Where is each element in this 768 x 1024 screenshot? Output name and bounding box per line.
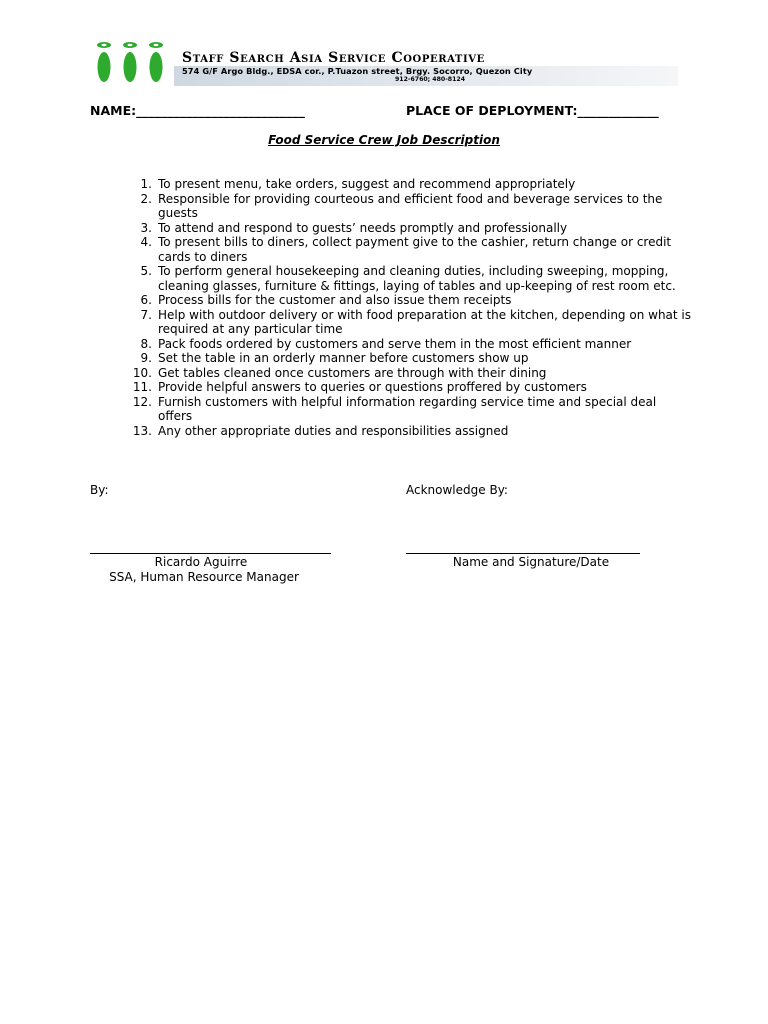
duty-number: 7. bbox=[140, 307, 152, 322]
by-label: By: bbox=[90, 483, 109, 497]
duty-text: Responsible for providing courteous and efficient food and beverage services to the guests bbox=[158, 191, 663, 220]
duty-number: 8. bbox=[140, 336, 152, 351]
duty-text: Process bills for the customer and also issue them receipts bbox=[158, 293, 512, 307]
duty-item bbox=[132, 192, 692, 221]
duty-number: 5. bbox=[140, 264, 152, 278]
duty-item bbox=[132, 293, 692, 308]
duty-number: 1. bbox=[140, 177, 152, 191]
duty-item bbox=[132, 395, 692, 424]
signer-name: Ricardo Aguirre bbox=[154, 555, 248, 569]
duty-item bbox=[132, 177, 692, 192]
duty-number: 4. bbox=[140, 235, 152, 249]
duty-item bbox=[132, 351, 692, 366]
duty-text: Any other appropriate duties and responsibilities assigned bbox=[158, 423, 509, 438]
acknowledge-caption: Name and Signature/Date bbox=[452, 555, 610, 569]
deployment-label: PLACE OF DEPLOYMENT: bbox=[406, 103, 578, 118]
duty-text: To present bills to diners, collect payment give to the cashier, return change or credit cards to diners bbox=[158, 235, 672, 264]
duty-item bbox=[132, 424, 692, 439]
duty-item bbox=[132, 308, 692, 337]
duty-text: Set the table in an orderly manner before customers show up bbox=[158, 351, 529, 365]
duty-item bbox=[132, 380, 692, 395]
duty-item bbox=[132, 264, 692, 293]
duty-number: 2. bbox=[140, 191, 152, 206]
organization-name: Staff Search Asia Service Cooperative bbox=[182, 50, 485, 66]
duty-text: Furnish customers with helpful information regarding service time and special deal offers bbox=[158, 394, 657, 423]
duty-item bbox=[132, 337, 692, 352]
document-title: Food Service Crew Job Description bbox=[268, 133, 500, 147]
duty-number: 13. bbox=[132, 423, 152, 438]
duties-list bbox=[132, 177, 692, 438]
duty-text: Help with outdoor delivery or with food preparation at the kitchen, depending on what is required at any particular time bbox=[158, 307, 692, 336]
acknowledge-label: Acknowledge By: bbox=[406, 483, 508, 497]
duty-item bbox=[132, 235, 692, 264]
duty-text: To perform general housekeeping and cleaning duties, including sweeping, mopping, cleaning glasses, furniture & fittings, laying of tables and up-keeping of rest room etc. bbox=[158, 264, 676, 293]
duty-text: To present menu, take orders, suggest and recommend appropriately bbox=[158, 177, 576, 191]
deployment-blank: _____________ bbox=[577, 103, 659, 118]
duty-text: To attend and respond to guests’ needs promptly and professionally bbox=[158, 220, 568, 235]
three-green-leaf-figures-icon bbox=[92, 40, 172, 86]
signer-signature-line bbox=[90, 553, 331, 554]
name-label: NAME: bbox=[90, 103, 137, 118]
duty-item bbox=[132, 366, 692, 381]
duty-text: Provide helpful answers to queries or questions proffered by customers bbox=[158, 380, 587, 394]
duty-number: 12. bbox=[132, 394, 152, 409]
duty-number: 3. bbox=[140, 220, 152, 235]
duty-number: 6. bbox=[140, 293, 152, 307]
acknowledge-signature-line bbox=[406, 553, 640, 554]
duty-item bbox=[132, 221, 692, 236]
organization-phone: 912-6760; 480-8124 bbox=[394, 76, 466, 83]
organization-address: 574 G/F Argo Bldg., EDSA cor., P.Tuazon street, Brgy. Socorro, Quezon City bbox=[182, 66, 533, 76]
duty-number: 11. bbox=[132, 380, 152, 394]
duty-text: Pack foods ordered by customers and serve them in the most efficient manner bbox=[158, 336, 632, 351]
deployment-field bbox=[406, 103, 659, 118]
signer-title: SSA, Human Resource Manager bbox=[109, 570, 299, 584]
duty-number: 10. bbox=[132, 365, 152, 380]
name-field bbox=[90, 103, 305, 118]
letterhead bbox=[92, 40, 678, 84]
duty-text: Get tables cleaned once customers are through with their dining bbox=[158, 365, 547, 380]
duty-number: 9. bbox=[140, 351, 152, 365]
name-blank: ___________________________ bbox=[136, 103, 305, 118]
